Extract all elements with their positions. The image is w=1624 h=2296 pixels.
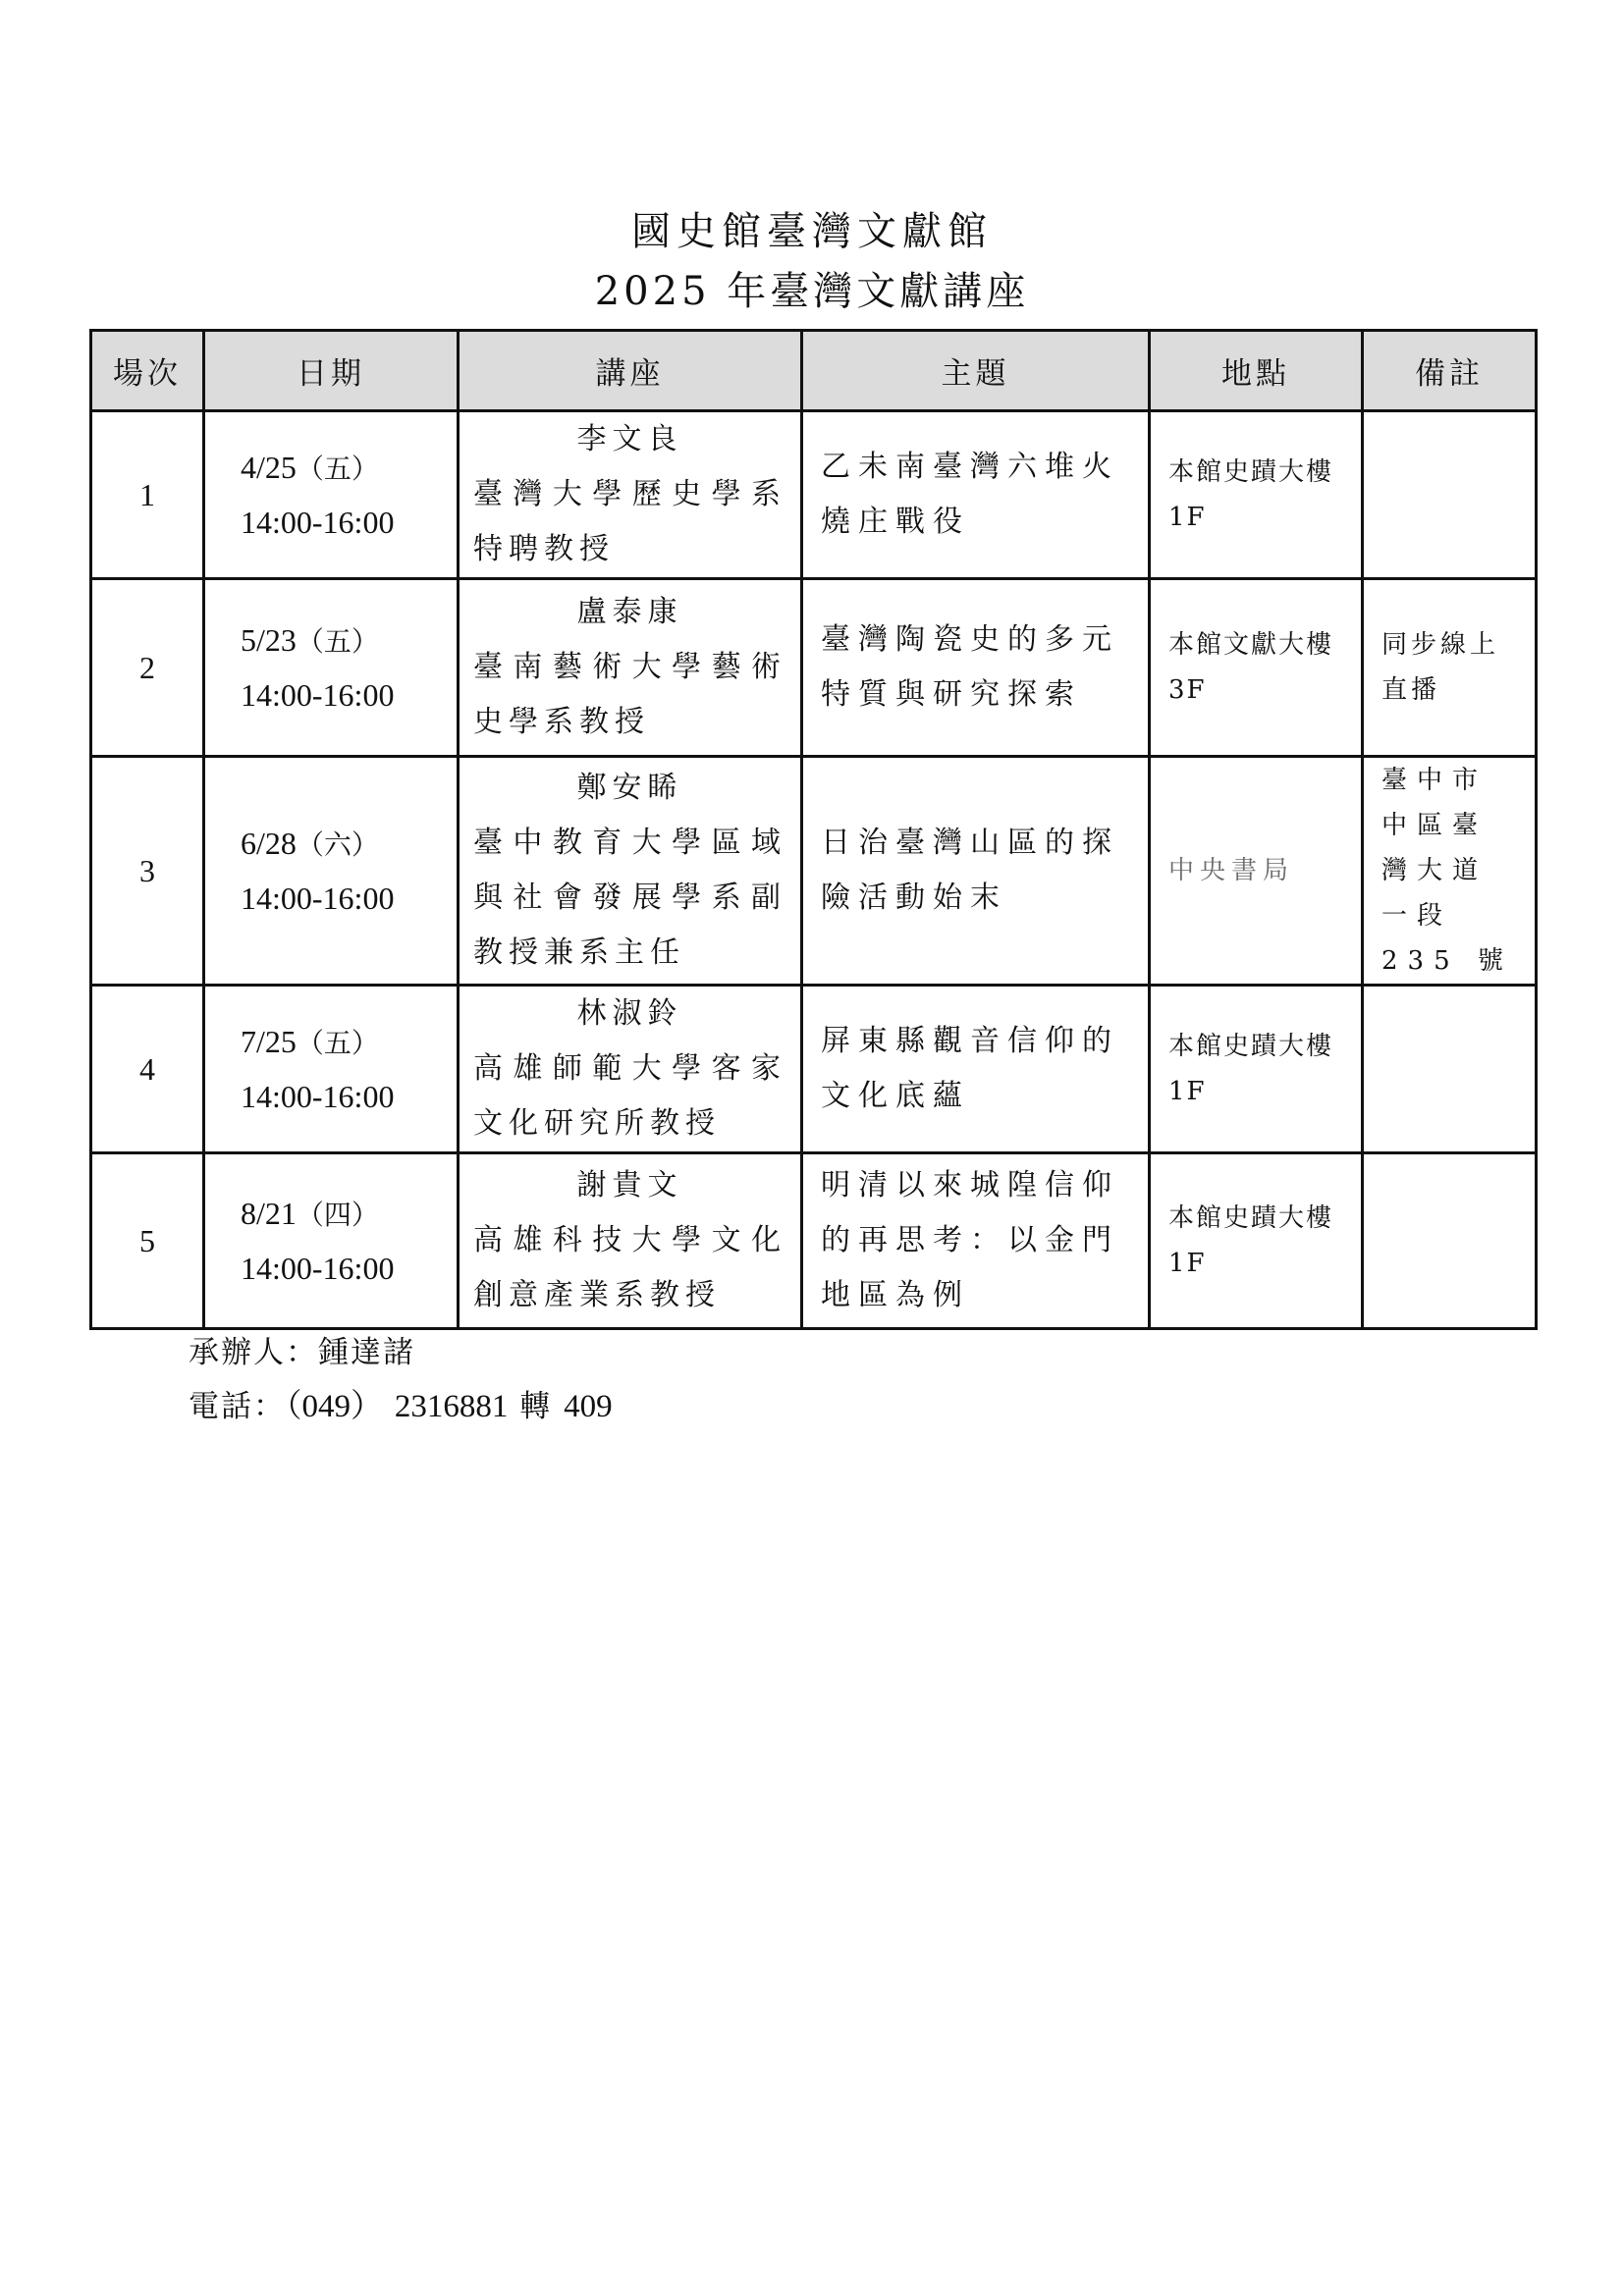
phone-label: 電話： [189,1389,286,1424]
document-subtitle: 2025 年臺灣文獻講座 [594,269,1030,314]
lecture-location: 本館史蹟大樓 1F [1150,411,1363,579]
session-number: 4 [91,986,204,1153]
phone-extension: 409 [564,1389,613,1424]
speaker-cell [459,1153,802,1329]
lecture-topic: 臺灣陶瓷史的多元特質與研究探索 [802,579,1150,757]
contact-phone-line [189,1384,613,1429]
speaker-affiliation: 臺中教育大學區域與社會發展學系副教授兼系主任 [473,826,786,970]
phone-ext-label: 轉 [519,1389,553,1424]
speaker-cell [459,579,802,757]
header-session: 場次 [91,331,204,411]
table-row [91,757,1537,986]
table-header-row [91,331,1537,411]
header-speaker: 講座 [459,331,802,411]
speaker-cell [459,411,802,579]
session-time: 14:00-16:00 [241,1251,395,1286]
phone-area-code: （049） [286,1389,383,1424]
session-date: 4/25 [241,450,297,485]
speaker-name: 盧泰康 [576,595,683,629]
contact-label: 承辦人： [189,1335,318,1370]
contact-person-line [189,1330,415,1375]
lecture-topic: 乙未南臺灣六堆火燒庄戰役 [802,411,1150,579]
session-time: 14:00-16:00 [241,881,395,916]
session-time: 14:00-16:00 [241,505,395,540]
session-date: 8/21 [241,1196,297,1231]
speaker-name: 鄭安睎 [576,771,683,805]
session-date: 5/23 [241,622,297,658]
speaker-name: 謝貴文 [576,1168,683,1202]
lecture-note [1363,411,1537,579]
speaker-affiliation: 高雄師範大學客家文化研究所教授 [473,1051,786,1141]
session-datetime [204,757,459,986]
contact-name: 鍾達諸 [318,1335,415,1370]
session-number: 5 [91,1153,204,1329]
session-datetime [204,579,459,757]
session-weekday: （五） [296,453,379,485]
lecture-note: 同步線上直播 [1363,579,1537,757]
session-weekday: （五） [296,625,379,658]
table-row [91,579,1537,757]
session-datetime [204,411,459,579]
session-number: 3 [91,757,204,986]
speaker-affiliation: 臺灣大學歷史學系特聘教授 [473,477,786,566]
header-topic: 主題 [802,331,1150,411]
session-weekday: （六） [296,828,379,861]
session-datetime [204,986,459,1153]
session-datetime [204,1153,459,1329]
session-date: 6/28 [241,826,297,861]
header-location: 地點 [1150,331,1363,411]
lecture-topic: 日治臺灣山區的探險活動始末 [802,757,1150,986]
phone-number: 2316881 [394,1389,509,1424]
header-note: 備註 [1363,331,1537,411]
session-time: 14:00-16:00 [241,1079,395,1114]
lecture-location: 本館文獻大樓 3F [1150,579,1363,757]
table-row [91,986,1537,1153]
lecture-location: 本館史蹟大樓 1F [1150,986,1363,1153]
speaker-affiliation: 臺南藝術大學藝術史學系教授 [473,650,786,739]
speaker-name: 李文良 [576,422,683,456]
lecture-location: 本館史蹟大樓 1F [1150,1153,1363,1329]
lecture-note [1363,986,1537,1153]
document-title: 國史館臺灣文獻館 [631,209,993,254]
session-weekday: （五） [296,1027,379,1059]
lecture-topic: 屏東縣觀音信仰的文化底蘊 [802,986,1150,1153]
table-row [91,1153,1537,1329]
session-time: 14:00-16:00 [241,677,395,713]
session-date: 7/25 [241,1024,297,1059]
session-number: 1 [91,411,204,579]
lecture-schedule-table [89,329,1538,1330]
speaker-cell [459,757,802,986]
session-weekday: （四） [296,1199,379,1231]
header-date: 日期 [204,331,459,411]
speaker-affiliation: 高雄科技大學文化創意產業系教授 [473,1223,786,1312]
speaker-name: 林淑鈴 [576,996,683,1031]
speaker-cell [459,986,802,1153]
session-number: 2 [91,579,204,757]
lecture-location: 中央書局 [1150,757,1363,986]
lecture-note [1363,1153,1537,1329]
table-row [91,411,1537,579]
lecture-note: 臺中市中區臺灣大道一段 235 號 [1363,757,1537,986]
lecture-topic: 明清以來城隍信仰的再思考：以金門地區為例 [802,1153,1150,1329]
